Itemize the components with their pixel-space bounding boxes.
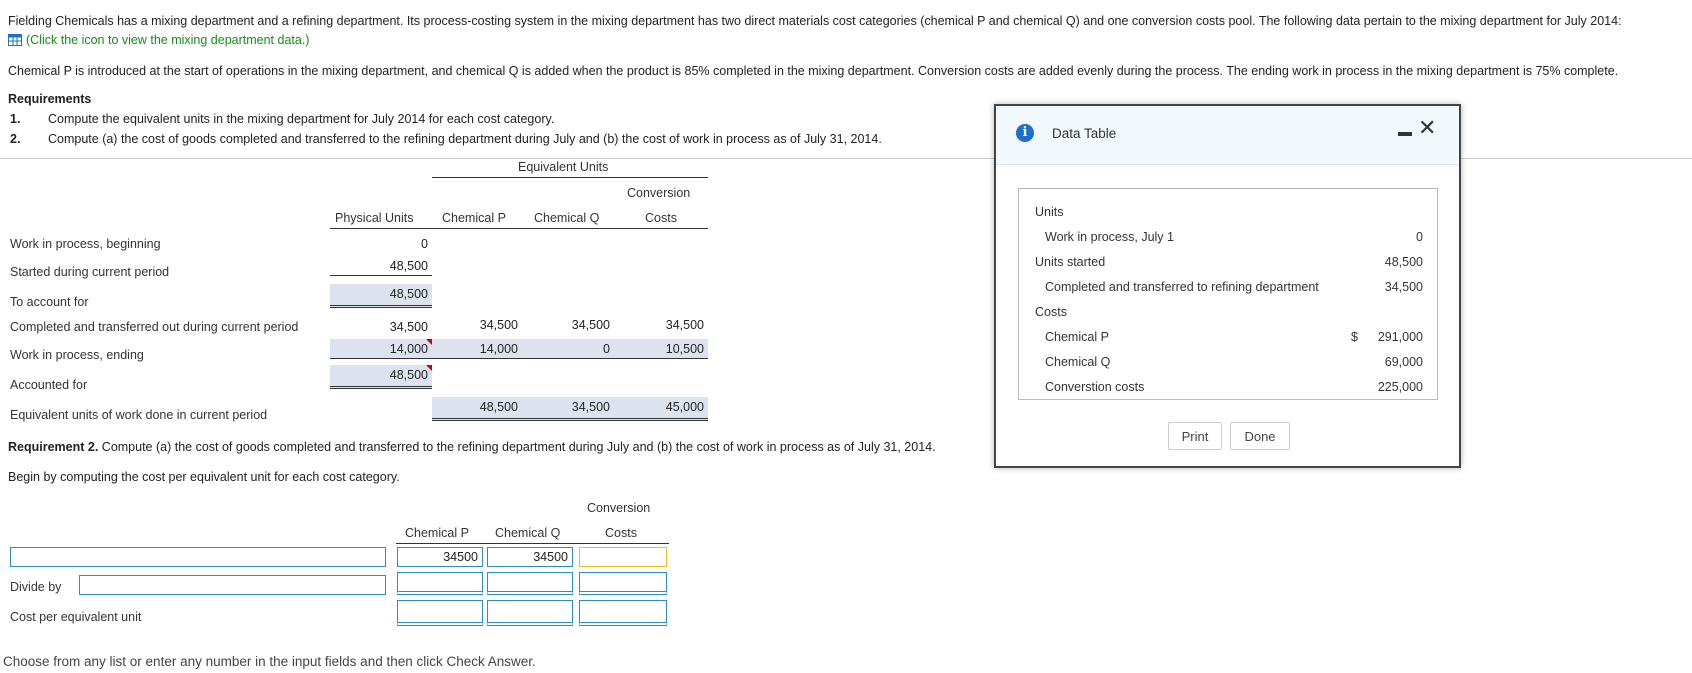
minimize-icon[interactable] (1398, 132, 1412, 136)
eu-work-conv: 45,000 (614, 397, 708, 421)
divide-by-select[interactable] (79, 575, 386, 595)
eu-group-underline (432, 177, 708, 178)
units-started-value: 48,500 (1384, 255, 1423, 269)
close-icon[interactable]: ✕ (1418, 115, 1437, 140)
eu-col-chem-q: Chemical Q (534, 211, 600, 225)
req2-bold: Requirement 2. (8, 440, 99, 454)
wip-july1-value: 0 (1416, 230, 1423, 244)
eu-col-chem-p: Chemical P (442, 211, 506, 225)
wip-july1-label: Work in process, July 1 (1045, 230, 1174, 244)
chem-q-cost-value: 69,000 (1384, 355, 1423, 369)
req-1-text: Compute the equivalent units in the mixing department for July 2014 for each cost category. (48, 112, 555, 126)
units-started-label: Units started (1035, 255, 1106, 269)
req-2-number: 2. (10, 132, 21, 146)
cpu-conv-input[interactable] (579, 600, 667, 626)
row-label-started: Started during current period (10, 265, 170, 279)
divide-conv-input[interactable] (579, 572, 667, 595)
eu-group-header: Equivalent Units (518, 160, 609, 174)
row-label-wip-begin: Work in process, beginning (10, 237, 161, 251)
wip-end-chem-p: 14,000 (432, 339, 522, 359)
costs-header: Costs (1035, 305, 1067, 319)
cpu-chem-q-input[interactable] (487, 600, 573, 626)
cost-col-conv-1: Conversion (587, 501, 651, 515)
conversion-cost-value: 225,000 (1377, 380, 1423, 394)
cpu-chem-p-input[interactable] (397, 600, 483, 626)
row-label-accounted: Accounted for (10, 378, 88, 392)
chem-p-cost-label: Chemical P (1045, 330, 1109, 344)
footer-instruction: Choose from any list or enter any number in the input fields and then click Check Answer. (3, 654, 536, 669)
cost-chem-q-input[interactable]: 34500 (487, 547, 573, 567)
completed-chem-q: 34,500 (571, 318, 610, 332)
info-icon: i (1016, 124, 1034, 142)
cost-per-eu-label: Cost per equivalent unit (10, 610, 142, 624)
cost-conv-input[interactable] (579, 547, 667, 567)
print-button[interactable]: Print (1168, 422, 1222, 450)
eu-col-conv-2: Costs (645, 211, 677, 225)
data-link[interactable] (8, 31, 1688, 50)
dialog-title: Data Table (1052, 126, 1117, 141)
completed-transferred-label: Completed and transferred to refining department (1045, 280, 1319, 294)
eu-work-chem-q: 34,500 (522, 397, 614, 421)
process-text: Chemical P is introduced at the start of operations in the mixing department, and chemical Q is added when the product is 85% completed in the mixing department. Conversion costs are added evenly during the process. The ending work in process in the mixing department is 75% complete. (8, 64, 1619, 78)
cost-row-label-select[interactable] (10, 547, 386, 567)
dialog-header (996, 106, 1459, 165)
divide-by-label: Divide by (10, 580, 62, 594)
wip-end-conv: 10,500 (614, 339, 708, 359)
eu-work-chem-p: 48,500 (432, 397, 522, 421)
completed-chem-p: 34,500 (479, 318, 518, 332)
completed-transferred-value: 34,500 (1384, 280, 1423, 294)
row-label-eu-work: Equivalent units of work done in current period (10, 408, 268, 422)
accounted-physical: 48,500 (330, 365, 432, 389)
problem-intro (8, 12, 1688, 50)
req2-begin: Begin by computing the cost per equivalent unit for each cost category. (8, 470, 400, 484)
data-link-text[interactable]: (Click the icon to view the mixing department data.) (26, 33, 310, 47)
wip-end-physical: 14,000 (330, 339, 432, 359)
req2-text: Compute (a) the cost of goods completed and transferred to the refining department during July and (b) the cost of work in process as of July 31, 2014. (98, 440, 936, 454)
chem-q-cost-label: Chemical Q (1045, 355, 1111, 369)
data-table-dialog (994, 104, 1461, 468)
row-label-wip-end: Work in process, ending (10, 348, 144, 362)
req-2-text: Compute (a) the cost of goods completed and transferred to the refining department during July and (b) the cost of work in process as of July 31, 2014. (48, 132, 882, 146)
currency-symbol: $ (1351, 330, 1358, 344)
to-account-physical: 48,500 (330, 284, 432, 308)
cost-col-conv-2: Costs (605, 526, 637, 540)
data-table (1018, 188, 1438, 400)
completed-physical: 34,500 (389, 320, 428, 334)
feedback-flag (426, 365, 432, 371)
eu-header-underline (330, 228, 708, 229)
completed-conv: 34,500 (665, 318, 704, 332)
problem-text: Fielding Chemicals has a mixing department and a refining department. Its process-costing system in the mixing department has two direct materials cost categories (chemical P and chemical Q) and one conversion costs pool. The following data pertain to the mixing department for July 2014: (8, 14, 1622, 28)
table-grid-icon[interactable] (8, 33, 22, 45)
eu-col-conv-1: Conversion (627, 186, 691, 200)
divide-chem-p-input[interactable] (397, 572, 483, 595)
row-label-to-account: To account for (10, 295, 89, 309)
row-label-completed: Completed and transferred out during current period (10, 320, 299, 334)
req2-heading (8, 440, 936, 454)
chem-p-cost-value: 291,000 (1377, 330, 1423, 344)
wip-end-chem-q: 0 (522, 339, 614, 359)
done-button[interactable]: Done (1230, 422, 1290, 450)
started-physical: 48,500 (330, 256, 432, 276)
divide-chem-q-input[interactable] (487, 572, 573, 595)
units-header: Units (1035, 205, 1064, 219)
cost-col-chem-q: Chemical Q (495, 526, 561, 540)
cost-chem-p-input[interactable]: 34500 (397, 547, 483, 567)
req-1-number: 1. (10, 112, 21, 126)
conversion-cost-label: Converstion costs (1045, 380, 1145, 394)
wip-begin-physical: 0 (421, 237, 428, 251)
eu-col-physical: Physical Units (335, 211, 414, 225)
cost-col-chem-p: Chemical P (405, 526, 469, 540)
cost-header-underline (396, 543, 669, 544)
requirements-title: Requirements (8, 92, 92, 106)
